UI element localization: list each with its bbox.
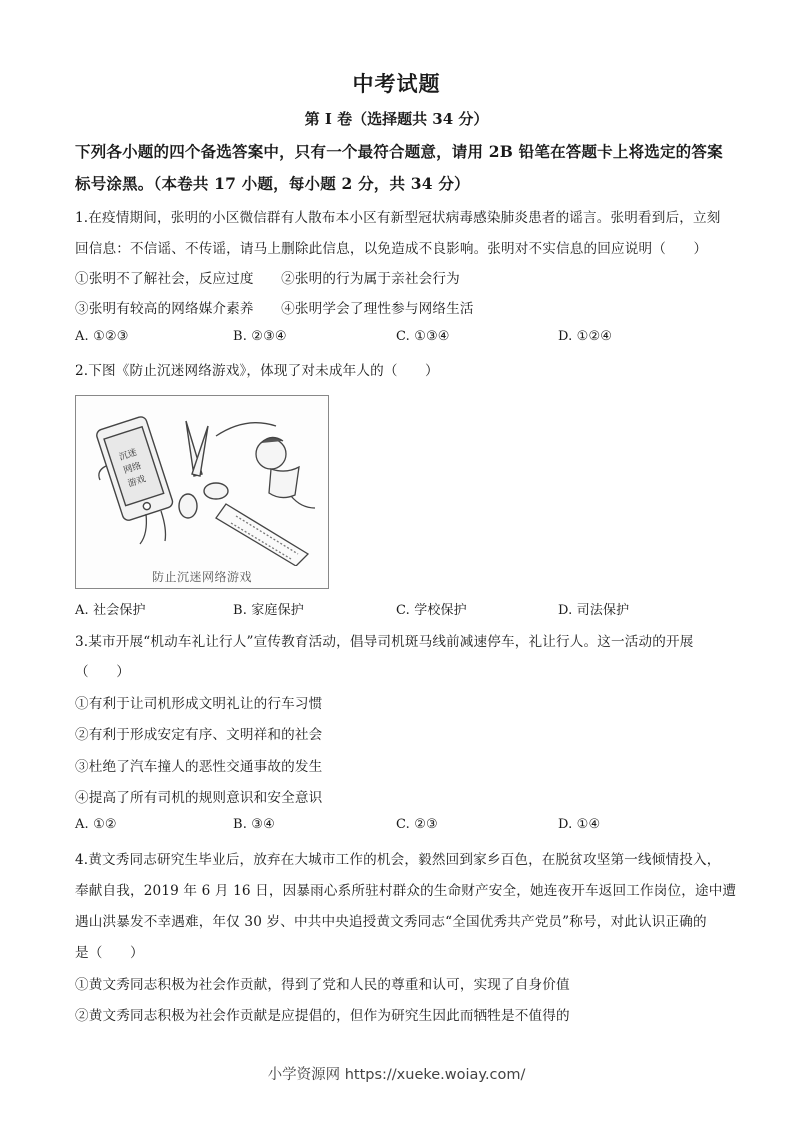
statement: ③张明有较高的网络媒介素养 ④张明学会了理性参与网络生活 [75,301,474,317]
statement: ①有利于让司机形成文明礼让的行车习惯 [75,696,323,712]
option-c[interactable]: C. 学校保护 [396,603,467,618]
question-stem: 遇山洪暴发不幸遇难，年仅 30 岁、中共中央追授黄文秀同志“全国优秀共产党员”称号，对此认识正确的 [75,914,707,930]
question-stem: （ ） [75,664,130,680]
question-stem: 3.某市开展“机动车礼让行人”宣传教育活动，倡导司机斑马线前减速停车，礼让行人。这一活动的开展 [75,634,694,650]
option-a[interactable]: A. 社会保护 [75,603,146,618]
statement: ①张明不了解社会，反应过度 ②张明的行为属于亲社会行为 [75,271,460,287]
option-c[interactable]: C. ①③④ [396,329,450,344]
statement: ④提高了所有司机的规则意识和安全意识 [75,790,323,806]
instructions-line-1: 下列各小题的四个备选答案中，只有一个最符合题意，请用 2B 铅笔在答题卡上将选定的答案 [75,142,723,161]
option-d[interactable]: D. ①④ [558,817,601,832]
option-d[interactable]: D. ①②④ [558,329,613,344]
figure-caption: 防止沉迷网络游戏 [151,570,252,584]
footer-watermark: 小学资源网 https://xueke.woiay.com/ [267,1067,526,1083]
option-c[interactable]: C. ②③ [396,817,438,832]
statement: ②黄文秀同志积极为社会作贡献是应提倡的，但作为研究生因此而牺牲是不值得的 [75,1008,570,1024]
svg-text:游戏: 游戏 [126,474,148,490]
question-stem: 2.下图《防止沉迷网络游戏》，体现了对未成年人的（ ） [75,363,439,379]
cartoon-illustration-icon [76,396,328,566]
statement: ③杜绝了汽车撞人的恶性交通事故的发生 [75,759,323,775]
question-stem: 奉献自我，2019 年 6 月 16 日，因暴雨心系所驻村群众的生命财产安全，她连夜开车返回工作岗位，途中遭 [75,883,737,899]
question-stem: 是（ ） [75,945,144,961]
option-b[interactable]: B. 家庭保护 [233,603,304,618]
question-stem: 1.在疫情期间，张明的小区微信群有人散布本小区有新型冠状病毒感染肺炎患者的谣言。张明看到后，立刻 [75,210,721,226]
option-d[interactable]: D. 司法保护 [558,603,630,618]
option-b[interactable]: B. ③④ [233,817,275,832]
question-stem: 4.黄文秀同志研究生毕业后，放弃在大城市工作的机会，毅然回到家乡百色，在脱贫攻坚第一线倾情投入， [75,852,721,868]
instructions-line-2: 标号涂黑。（本卷共 17 小题，每小题 2 分，共 34 分） [75,174,470,193]
cartoon-figure [75,395,329,589]
option-a[interactable]: A. ①② [75,817,117,832]
statement: ②有利于形成安定有序、文明祥和的社会 [75,727,323,743]
svg-text:网络: 网络 [122,461,143,477]
section-heading: 第 I 卷（选择题共 34 分） [304,110,489,128]
question-stem: 回信息：不信谣、不传谣，请马上删除此信息，以免造成不良影响。张明对不实信息的回应说明（ ） [75,241,708,257]
svg-text:沉迷: 沉迷 [118,447,139,463]
document-title: 中考试题 [352,71,441,96]
option-b[interactable]: B. ②③④ [233,329,287,344]
option-a[interactable]: A. ①②③ [75,329,129,344]
statement: ①黄文秀同志积极为社会作贡献，得到了党和人民的尊重和认可，实现了自身价值 [75,977,570,993]
